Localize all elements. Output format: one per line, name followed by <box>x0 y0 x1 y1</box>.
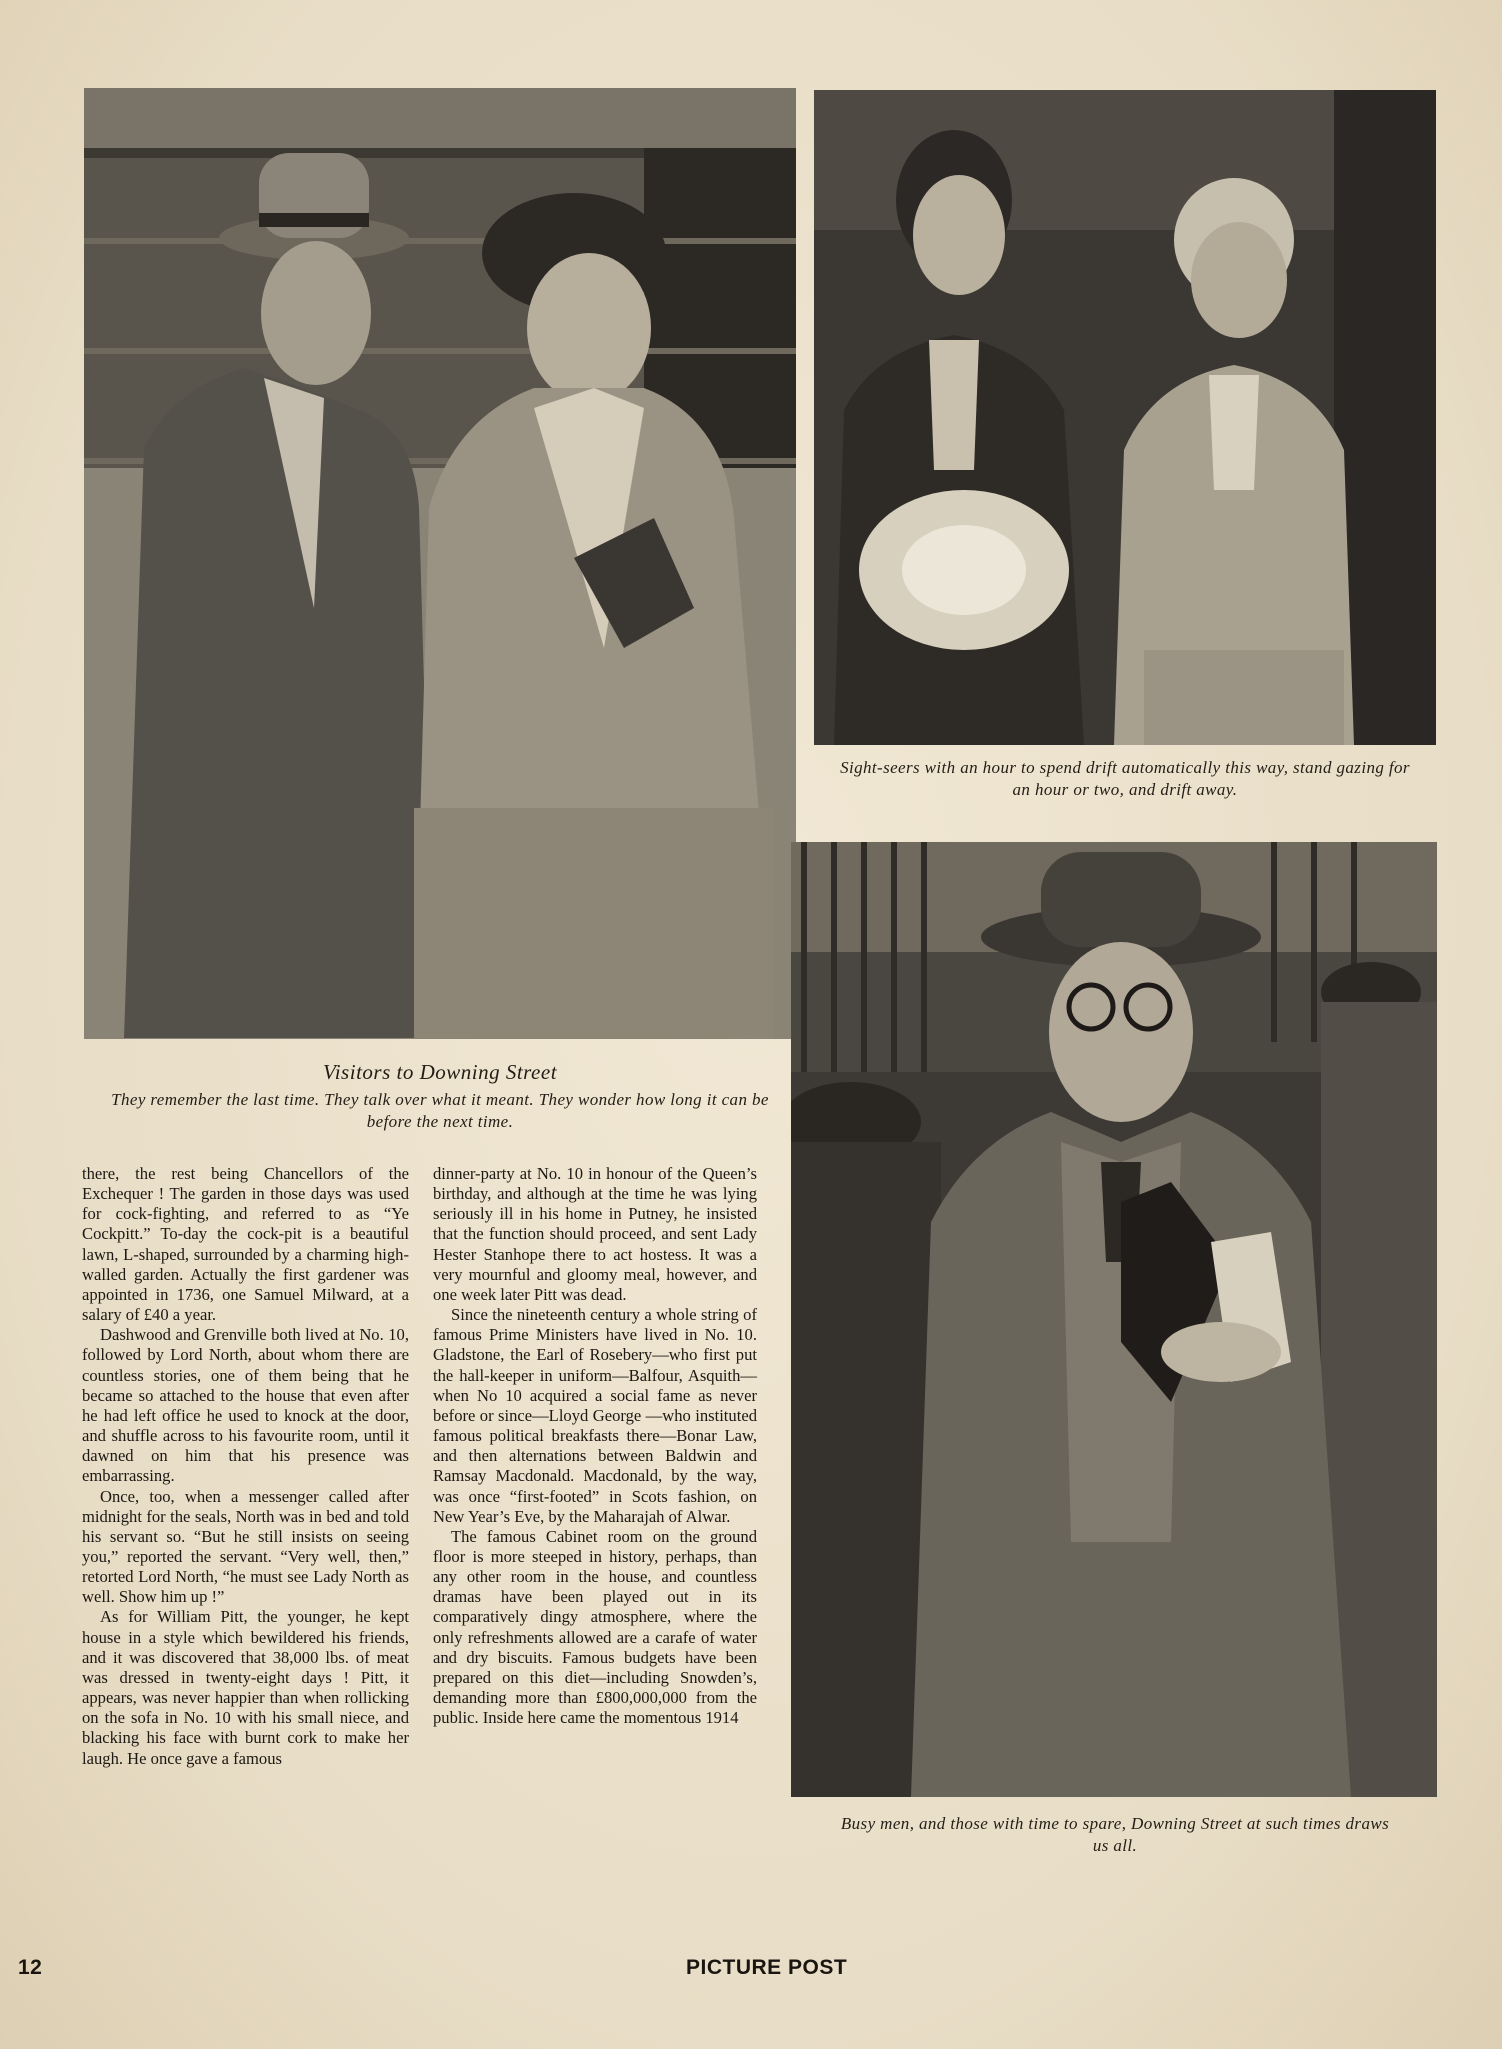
photo-visitors <box>84 88 796 1039</box>
caption-sightseers <box>818 757 1432 801</box>
article-paragraph: As for William Pitt, the younger, he kept house in a style which bewildered his friends, and it was discovered that 38,000 lbs. of meat was dressed in twenty-eight days ! Pitt, it appears, was never happier than when rollicking on the sofa in No. 10 with his small niece, and blacking his face with burnt cork to make her laugh. He once gave a famous <box>82 1607 409 1768</box>
article-paragraph: Once, too, when a messenger called after midnight for the seals, North was in bed and told his servant so. “But he still insists on seeing you,” reported the servant. “Very well, then,” retorted Lord North, “he must see Lady North as well. Show him up !” <box>82 1486 409 1607</box>
caption-title: Visitors to Downing Street <box>322 1060 558 1084</box>
caption-busy-men <box>815 1813 1415 1857</box>
article-paragraph: Since the nineteenth century a whole string of famous Prime Ministers have lived in No. 10. Gladstone, the Earl of Rosebery—who first put the hall-keeper in uniform—Balfour, Asquith—when No 10 acquired a social fame as never before or since—Lloyd George —who instituted famous political breakfasts there—Bonar Law, and then alternations between Baldwin and Ramsay Macdonald. Macdonald, by the way, was once “first-footed” in Scots fashion, on New Year’s Eve, by the Maharajah of Alwar. <box>433 1305 757 1526</box>
article-paragraph: dinner-party at No. 10 in honour of the Queen’s birthday, and although at the time he was lying seriously ill in his home in Putney, he insisted that the function should proceed, and sent Lady Hester Stanhope there to act hostess. It was a very mournful and gloomy meal, however, and one week later Pitt was dead. <box>433 1164 757 1304</box>
article-paragraph: there, the rest being Chancellors of the Exchequer ! The garden in those days was used for cock-fighting, and referred to as “Ye Cockpitt.” To-day the cock-pit is a beautiful lawn, L-shaped, surrounded by a charming high-walled garden. Actually the first gardener was appointed in 1736, one Samuel Milward, at a salary of £40 a year. <box>82 1164 409 1325</box>
caption-text: Sight-seers with an hour to spend drift automatically this way, stand gazing for an hour or two, and drift away. <box>840 758 1410 799</box>
article-column-2 <box>433 1164 757 1728</box>
photo-busy-men <box>791 842 1437 1797</box>
photo-sightseers <box>814 90 1436 745</box>
article-paragraph: The famous Cabinet room on the ground floor is more steeped in history, perhaps, than any other room in the house, and countless dramas have been played out in its comparatively dingy atmosphere, where the only refreshments allowed are a carafe of water and dry biscuits. Famous budgets have been prepared on this diet—including Snowden’s, demanding more than £800,000,000 from the public. Inside here came the momentous 1914 <box>433 1526 757 1728</box>
article-paragraph: Dashwood and Grenville both lived at No. 10, followed by Lord North, about whom there are countless stories, one of them being that he became so attached to the house that even after he had left office he used to knock at the door, and shuffle across to his favourite room, until it dawned on him that his presence was embarrassing. <box>82 1325 409 1486</box>
caption-text: Busy men, and those with time to spare, Downing Street at such times draws us all. <box>840 1814 1390 1855</box>
caption-visitors <box>90 1060 790 1133</box>
caption-text: They remember the last time. They talk over what it meant. They wonder how long it can be before the next time. <box>111 1090 769 1131</box>
page-number: 12 <box>18 1956 43 1979</box>
magazine-title: PICTURE POST <box>686 1956 848 1979</box>
article-column-1 <box>82 1164 409 1769</box>
